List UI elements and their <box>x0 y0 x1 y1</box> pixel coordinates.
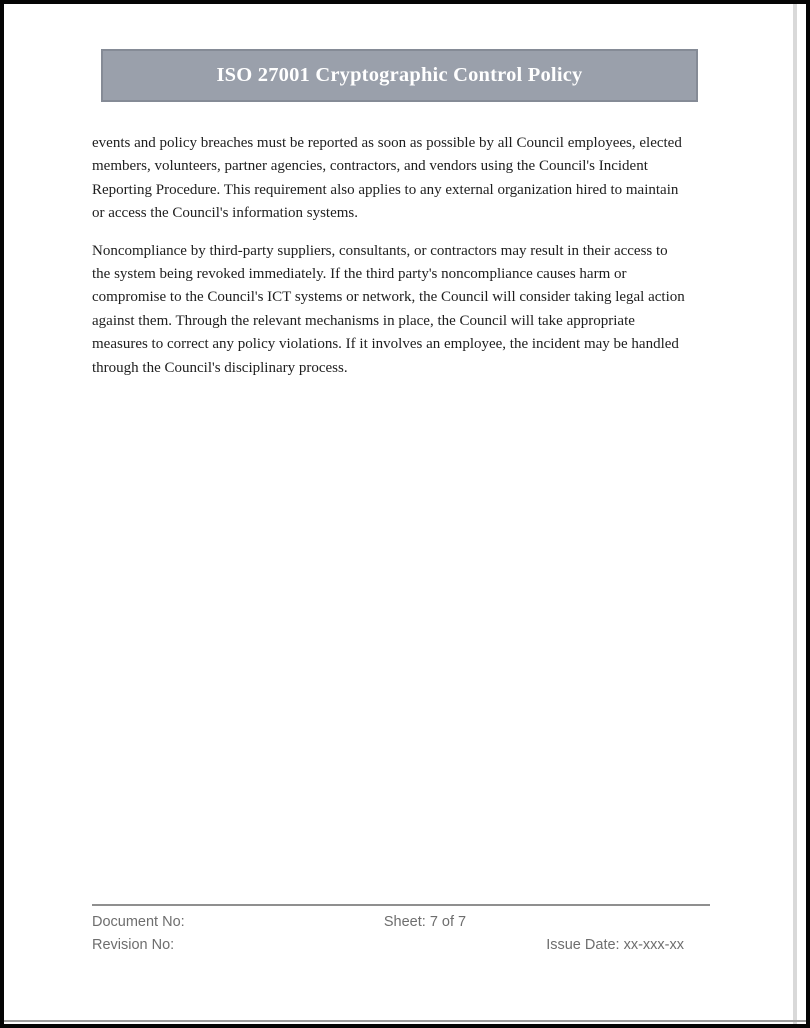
page-footer <box>92 904 710 957</box>
footer-revision-no-label: Revision No: <box>92 937 175 953</box>
footer-spacer <box>504 911 710 934</box>
body-paragraph <box>92 132 714 226</box>
footer-sheet-label: Sheet: 7 of 7 <box>383 914 467 930</box>
paragraph-line: Noncompliance by third-party suppliers, consultants, or contractors may result in their access to <box>92 242 668 259</box>
footer-issue-date-label: Issue Date: xx-xxx-xx <box>546 937 684 953</box>
document-body <box>92 132 714 394</box>
footer-document-no-label: Document No: <box>92 914 185 930</box>
policy-title-banner <box>101 49 698 102</box>
paragraph-line: measures to correct any policy violations. If it involves an employee, the incident may be handled <box>92 336 679 353</box>
paragraph-line: compromise to the Council's ICT systems or network, the Council will consider taking legal action <box>92 289 685 306</box>
paragraph-line: events and policy breaches must be reported as soon as possible by all Council employees, elected <box>92 135 682 151</box>
footer-divider <box>92 904 710 906</box>
paragraph-line: the system being revoked immediately. If the third party's noncompliance causes harm or <box>92 266 627 283</box>
scan-artifact-horizontal-line <box>4 1020 806 1022</box>
body-paragraph <box>92 240 714 380</box>
paragraph-line: members, volunteers, partner agencies, contractors, and vendors using the Council's Incident <box>92 158 648 175</box>
paragraph-line: through the Council's disciplinary process. <box>92 359 348 376</box>
footer-row-1 <box>92 911 710 934</box>
scan-artifact-vertical-line <box>793 4 797 1024</box>
footer-row-2 <box>92 934 710 957</box>
paragraph-line: Reporting Procedure. This requirement also applies to any external organization hired to maintain <box>92 181 679 198</box>
paragraph-line: or access the Council's information systems. <box>92 205 358 222</box>
policy-title: ISO 27001 Cryptographic Control Policy <box>216 64 583 86</box>
footer-spacer <box>322 934 528 957</box>
paragraph-line: against them. Through the relevant mechanisms in place, the Council will take appropriate <box>92 312 635 329</box>
